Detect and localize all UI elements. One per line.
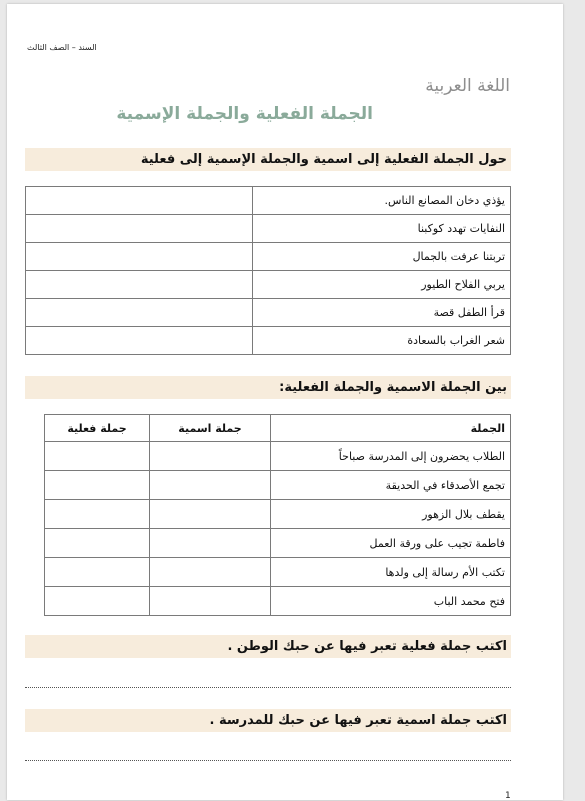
verbal-cell[interactable] <box>45 442 150 471</box>
sentence-cell: يقطف بلال الزهور <box>271 500 511 529</box>
lesson-title: الجملة الفعلية والجملة الإسمية <box>116 104 373 124</box>
table-row <box>45 587 511 616</box>
section1-heading: حول الجملة الفعلية إلى اسمية والجملة الإسمية إلى فعلية <box>25 148 511 171</box>
nominal-cell[interactable] <box>150 529 271 558</box>
sentence-cell: تكتب الأم رسالة إلى ولدها <box>271 558 511 587</box>
table-row <box>26 271 511 299</box>
column-header-verbal: جملة فعلية <box>45 415 150 442</box>
sentence-cell: تربتنا عرفت بالجمال <box>253 243 511 271</box>
verbal-cell[interactable] <box>45 471 150 500</box>
answer-cell[interactable] <box>26 299 253 327</box>
nominal-cell[interactable] <box>150 442 271 471</box>
sentence-cell: شعر الغراب بالسعادة <box>253 327 511 355</box>
column-header-nominal: جملة اسمية <box>150 415 271 442</box>
nominal-cell[interactable] <box>150 558 271 587</box>
answer-cell[interactable] <box>26 271 253 299</box>
subject-title: اللغة العربية <box>425 76 510 96</box>
table-row <box>45 442 511 471</box>
section2-table <box>44 414 511 616</box>
table-row <box>26 299 511 327</box>
sentence-cell: فتح محمد الباب <box>271 587 511 616</box>
sentence-cell: يربي الفلاح الطيور <box>253 271 511 299</box>
nominal-cell[interactable] <box>150 500 271 529</box>
answer-cell[interactable] <box>26 327 253 355</box>
sentence-cell: تجمع الأصدقاء في الحديقة <box>271 471 511 500</box>
section1-table <box>25 186 511 355</box>
verbal-cell[interactable] <box>45 500 150 529</box>
sentence-cell: الطلاب يحضرون إلى المدرسة صباحاً <box>271 442 511 471</box>
section2-heading: بين الجملة الاسمية والجملة الفعلية: <box>25 376 511 399</box>
section4-heading: اكتب جملة اسمية تعبر فيها عن حبك للمدرسة . <box>25 709 511 732</box>
worksheet-page <box>7 4 563 800</box>
table-header-row <box>45 415 511 442</box>
sentence-cell: فاطمة تجيب على ورقة العمل <box>271 529 511 558</box>
table-row <box>26 243 511 271</box>
header-class-label: السند – الصف الثالث <box>27 43 97 52</box>
table-row <box>45 500 511 529</box>
verbal-cell[interactable] <box>45 558 150 587</box>
table-row <box>45 529 511 558</box>
table-row <box>26 215 511 243</box>
table-row <box>26 187 511 215</box>
nominal-cell[interactable] <box>150 471 271 500</box>
column-header-sentence: الجملة <box>271 415 511 442</box>
verbal-cell[interactable] <box>45 587 150 616</box>
verbal-cell[interactable] <box>45 529 150 558</box>
answer-cell[interactable] <box>26 187 253 215</box>
answer-line-2[interactable] <box>25 760 511 761</box>
sentence-cell: النفايات تهدد كوكبنا <box>253 215 511 243</box>
sentence-cell: يؤذي دخان المصانع الناس. <box>253 187 511 215</box>
nominal-cell[interactable] <box>150 587 271 616</box>
answer-cell[interactable] <box>26 215 253 243</box>
table-row <box>26 327 511 355</box>
section3-heading: اكتب جملة فعلية تعبر فيها عن حبك الوطن . <box>25 635 511 658</box>
page-number: 1 <box>505 791 511 801</box>
table-row <box>45 558 511 587</box>
sentence-cell: قرأ الطفل قصة <box>253 299 511 327</box>
answer-line-1[interactable] <box>25 687 511 688</box>
table-row <box>45 471 511 500</box>
answer-cell[interactable] <box>26 243 253 271</box>
